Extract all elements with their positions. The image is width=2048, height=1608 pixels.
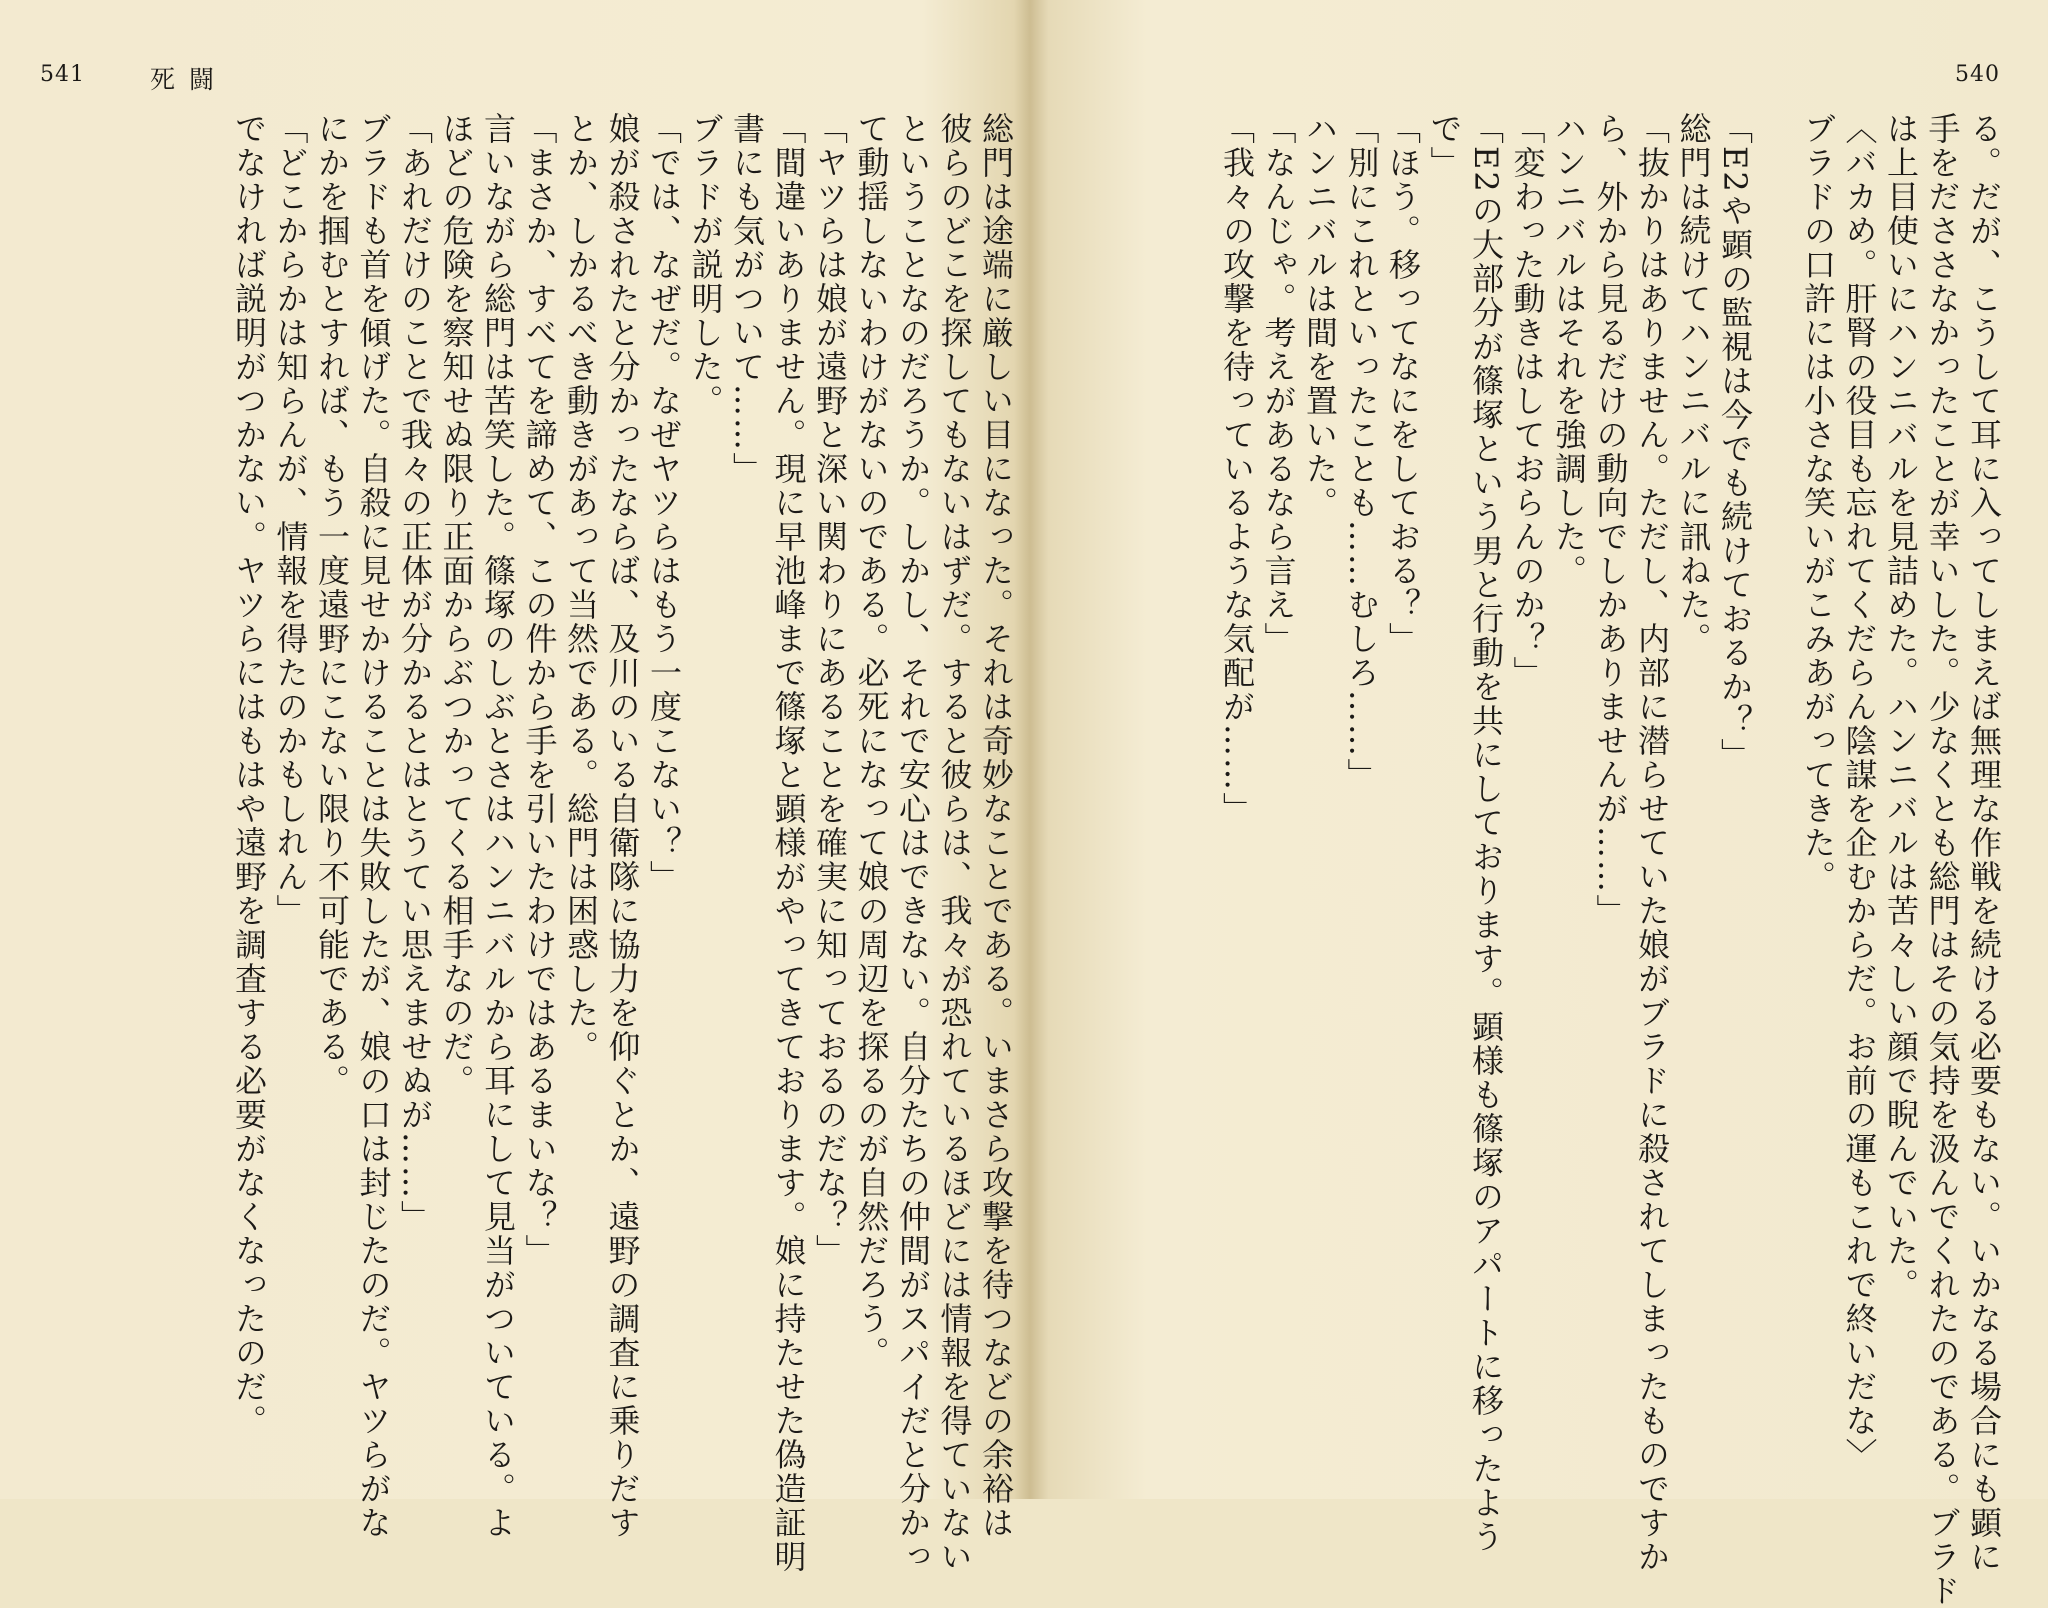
text-line: で」	[1425, 112, 1464, 180]
text-line: ら、外から見るだけの動向でしかありませんが……」	[1591, 112, 1630, 928]
text-line: ハンニバルはそれを強調した。	[1550, 112, 1588, 588]
text-line: 「E2や顕の監視は今でも続けておるか？」	[1716, 112, 1754, 772]
text-line: ブラドも首を傾げた。自殺に見せかけることは失敗したが、娘の口は封じたのだ。ヤツらがな	[354, 112, 393, 1540]
text-line: ほどの危険を察知せぬ限り正面からぶつかってくる相手なのだ。	[437, 112, 476, 1098]
text-line: ブラドが説明した。	[686, 112, 725, 418]
text-line: 「あれだけのことで我々の正体が分かるとはとうてい思えませぬが……」	[396, 112, 434, 1234]
text-line: ということなのだろうか。しかし、それで安心はできない。自分たちの仲間がスパイだと分かっ	[894, 112, 932, 1574]
text-line: 「ヤツらは娘が遠野と深い関わりにあることを確実に知っておるのだな？」	[811, 112, 849, 1268]
text-line: る。だが、こうして耳に入ってしまえば無理な作戦を続ける必要もない。いかなる場合にも顕に	[1965, 112, 2003, 1574]
text-line: とか、しかるべき動きがあって当然である。総門は困惑した。	[562, 112, 600, 1064]
text-line: 「変わった動きはしておらんのか？」	[1508, 112, 1547, 690]
text-line: 「間違いありません。現に早池峰まで篠塚と顕様がやってきております。娘に持たせた偽造証明	[769, 112, 808, 1574]
text-line: 「まさか、すべてを諦めて、この件から手を引いたわけではあるまいな？」	[520, 112, 559, 1268]
text-line: 総門は途端に厳しい目になった。それは奇妙なことである。いまさら攻撃を待つなどの余裕は	[977, 112, 1015, 1540]
text-line: 娘が殺されたと分かったならば、及川のいる自衛隊に協力を仰ぐとか、遠野の調査に乗りだす	[603, 112, 642, 1540]
paragraph-gap	[1755, 112, 1797, 1472]
text-line: 「では、なぜだ。なぜヤツらはもう一度こない？」	[645, 112, 683, 894]
right-page-body	[1074, 112, 2004, 1608]
page-number-right: 540	[1955, 62, 2000, 87]
text-line: 〈バカめ。肝腎の役目も忘れてくだらん陰謀を企むからだ。お前の運もこれで終いだな〉	[1840, 112, 1879, 1472]
text-line: は上目使いにハンニバルを見詰めた。ハンニバルは苦々しい顔で睨んでいた。	[1882, 112, 1920, 1302]
text-line: ハンニバルは間を置いた。	[1301, 112, 1339, 520]
text-line: 「別にこれといったことも……むしろ……」	[1342, 112, 1381, 792]
text-line: て動揺しないわけがないのである。必死になって娘の周辺を探るのが自然だろう。	[852, 112, 891, 1370]
text-line: 総門は続けてハンニバルに訊ねた。	[1674, 112, 1713, 656]
text-line: 「抜かりはありません。ただし、内部に潜らせていた娘がブラドに殺されてしまったものですか	[1633, 112, 1671, 1574]
page-number-left: 541	[40, 62, 85, 87]
text-line: 「我々の攻撃を待っているような気配が……」	[1218, 112, 1256, 826]
text-line: 手をだささなかったことが幸いした。少なくとも総門はその気持を汲んでくれたのである。ブラド	[1923, 112, 1962, 1608]
text-line: 「E2の大部分が篠塚という男と行動を共にしております。顕様も篠塚のアパートに移ったよう	[1467, 112, 1505, 1554]
text-line: 「なんじゃ。考えがあるなら言え」	[1259, 112, 1298, 656]
text-line: でなければ説明がつかない。ヤツらにはもはや遠野を調査する必要がなくなったのだ。	[230, 112, 268, 1438]
left-page	[0, 0, 1024, 1574]
running-head: 死闘	[150, 65, 229, 94]
text-line: 「ほう。移ってなにをしておる？」	[1384, 112, 1422, 656]
left-page-body	[56, 112, 1016, 1574]
text-line: 彼らのどこを探してもないはずだ。すると彼らは、我々が恐れているほどには情報を得ていない	[935, 112, 974, 1574]
text-line: にかを掴むとすれば、もう一度遠野にこない限り不可能である。	[313, 112, 351, 1098]
right-page	[1024, 0, 2048, 1608]
text-line: 言いながら総門は苦笑した。篠塚のしぶとさはハンニバルから耳にして見当がついている。よ	[479, 112, 517, 1540]
text-line: 書にも気がついて……」	[728, 112, 766, 486]
text-line: 「どこからかは知らんが、情報を得たのかもしれん」	[271, 112, 310, 928]
text-line: ブラドの口許には小さな笑いがこみあがってきた。	[1799, 112, 1837, 894]
